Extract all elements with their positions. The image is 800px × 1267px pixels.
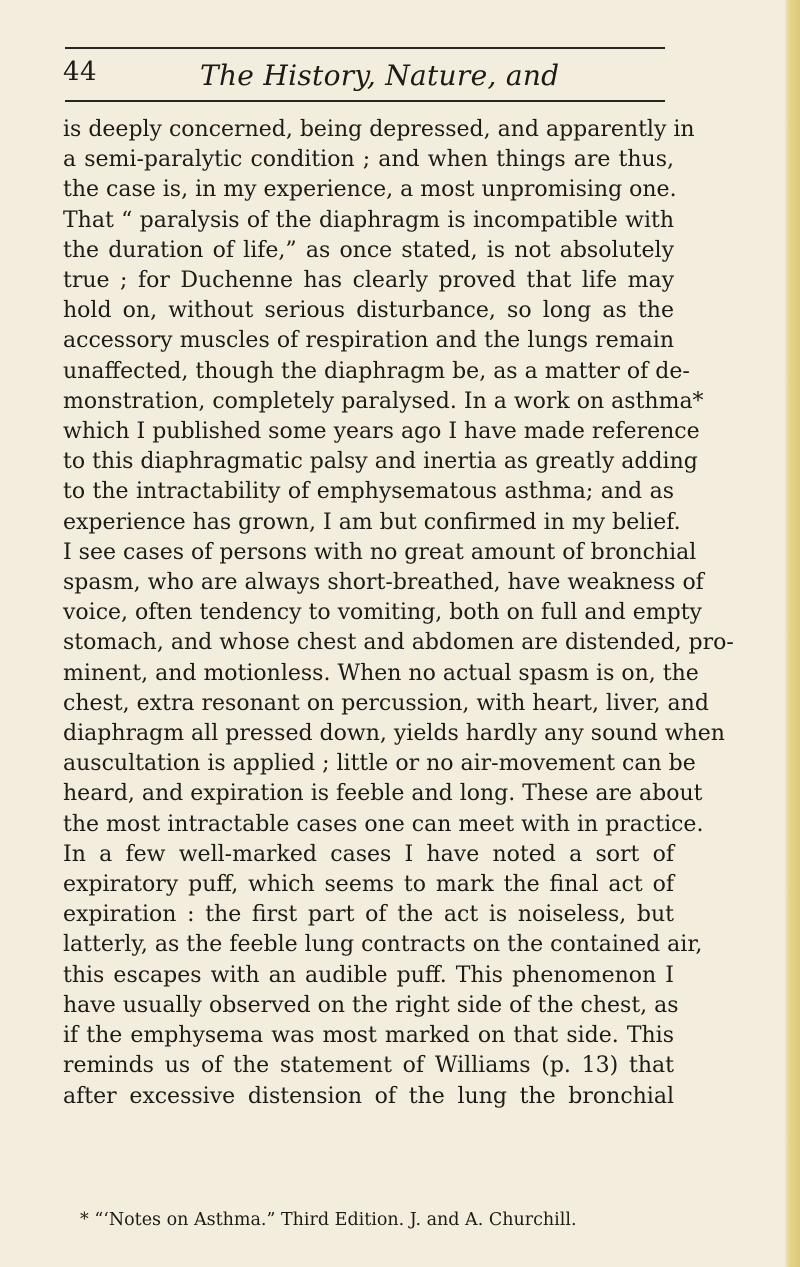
body-line: That “ paralysis of the diaphragm is incompatible with (63, 207, 674, 233)
body-line: a semi-paralytic condition ; and when things are thus, (63, 147, 674, 173)
body-line: auscultation is applied ; little or no air-movement can be (63, 751, 696, 777)
body-line: this escapes with an audible puff. This phenomenon I (63, 962, 674, 988)
body-line: reminds us of the statement of Williams (p. 13) that (63, 1053, 674, 1079)
page-edge-strip (784, 0, 800, 1267)
body-line: if the emphysema was most marked on that side. This (63, 1023, 674, 1049)
body-line: have usually observed on the right side of the chest, as (63, 992, 679, 1018)
header-top-rule (65, 47, 665, 49)
body-line: monstration, completely paralysed. In a work on asthma* (63, 388, 704, 414)
body-line: is deeply concerned, being depressed, and apparently in (63, 117, 695, 142)
body-line: to this diaphragmatic palsy and inertia as greatly adding (63, 449, 698, 475)
header-bottom-rule (65, 100, 665, 102)
body-line: the case is, in my experience, a most unpromising one. (63, 177, 677, 203)
body-line: to the intractability of emphysematous asthma; and as (63, 479, 674, 505)
body-line: hold on, without serious disturbance, so long as the (63, 298, 674, 324)
page-number: 44 (63, 57, 98, 87)
footnote: * “‘Notes on Asthma.” Third Edition. J. and A. Churchill. (80, 1210, 577, 1230)
body-line: the most intractable cases one can meet with in practice. (63, 811, 704, 837)
body-line: true ; for Duchenne has clearly proved that life may (63, 268, 674, 294)
body-line: chest, extra resonant on percussion, with heart, liver, and (63, 690, 709, 716)
body-line: accessory muscles of respiration and the lungs remain (63, 328, 674, 354)
body-line: heard, and expiration is feeble and long. These are about (63, 781, 703, 807)
body-line: stomach, and whose chest and abdomen are distended, pro- (63, 630, 734, 656)
body-line: the duration of life,” as once stated, is not absolutely (63, 237, 674, 263)
body-line: which I published some years ago I have made reference (63, 419, 700, 445)
body-line: after excessive distension of the lung the bronchial (63, 1083, 674, 1109)
body-line: diaphragm all pressed down, yields hardly any sound when (63, 721, 725, 747)
running-title: The History, Nature, and (200, 59, 560, 92)
body-line: unaffected, though the diaphragm be, as a matter of de- (63, 358, 690, 384)
body-line: minent, and motionless. When no actual spasm is on, the (63, 660, 699, 686)
body-line: In a few well-marked cases I have noted a sort of (63, 841, 674, 867)
body-line: voice, often tendency to vomiting, both on full and empty (63, 600, 702, 626)
body-text (63, 115, 734, 1112)
body-line: latterly, as the feeble lung contracts on the contained air, (63, 932, 703, 958)
body-line: I see cases of persons with no great amount of bronchial (63, 539, 697, 565)
body-line: spasm, who are always short-breathed, have weakness of (63, 570, 704, 596)
body-line: expiration : the first part of the act is noiseless, but (63, 902, 674, 928)
body-line: expiratory puff, which seems to mark the final act of (63, 872, 674, 898)
body-line: experience has grown, I am but confirmed in my belief. (63, 509, 681, 535)
